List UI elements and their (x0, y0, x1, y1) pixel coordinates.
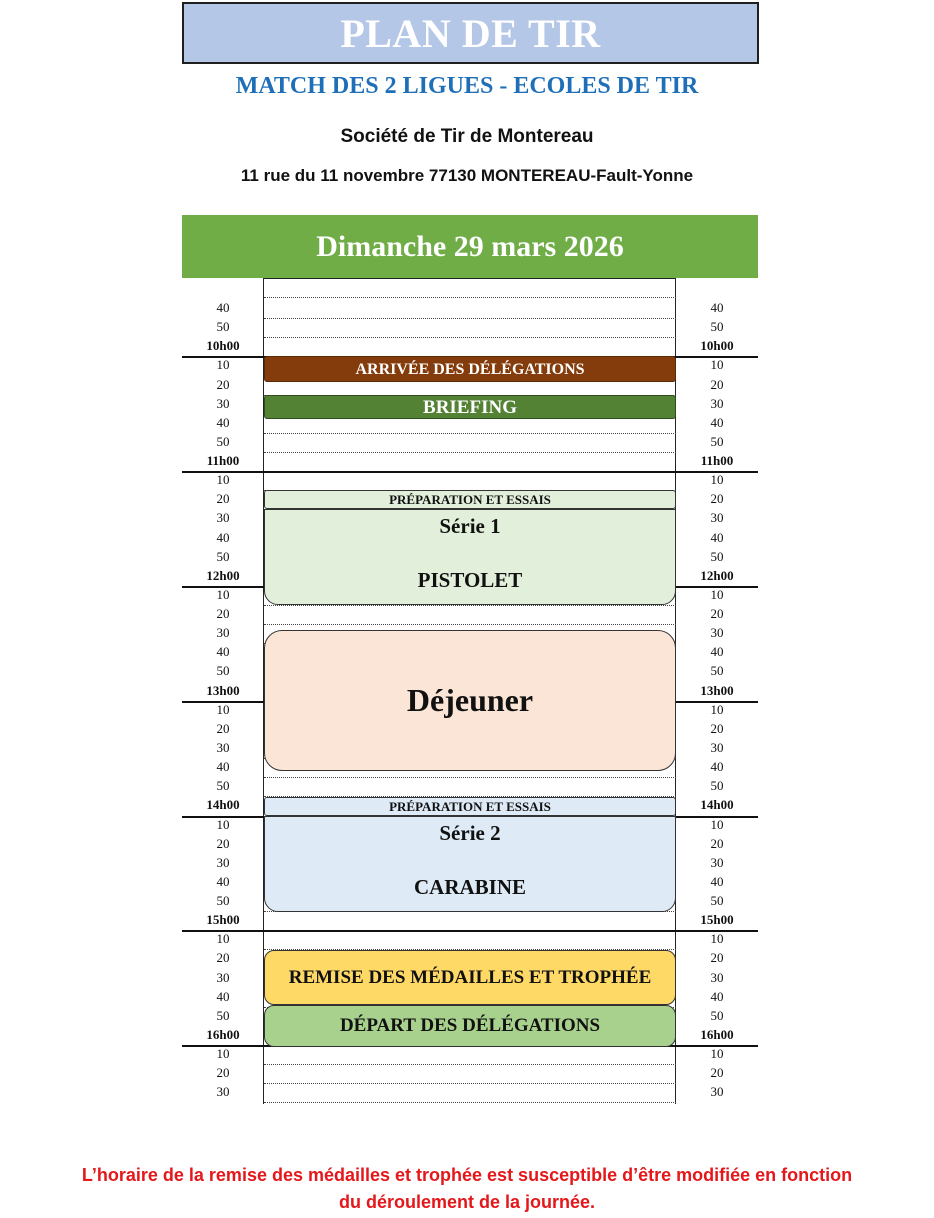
minute-label-l: 10 (216, 586, 230, 602)
minute-label-r: 40 (710, 988, 724, 1004)
hour-label-l: 15h00 (206, 912, 240, 928)
minute-label-l: 40 (216, 414, 230, 430)
hour-label-l: 10h00 (206, 338, 240, 354)
notice-line-1: L’horaire de la remise des médailles et trophée est susceptible d’être modifiée en fonction (81, 1165, 853, 1185)
minute-label-l: 30 (216, 395, 230, 411)
minute-label-l: 40 (216, 529, 230, 545)
minute-label-r: 50 (710, 893, 724, 909)
minute-label-r: 30 (710, 510, 724, 526)
minute-separator (264, 318, 676, 319)
minute-label-r: 40 (710, 644, 724, 660)
serie-1-title: Série 1 (439, 514, 501, 538)
minute-label-r: 20 (710, 1065, 724, 1081)
minute-label-r: 30 (710, 854, 724, 870)
hour-label-l: 13h00 (206, 682, 240, 698)
minute-label-r: 20 (710, 835, 724, 851)
minute-label-r: 10 (710, 1046, 724, 1062)
minute-label-r: 40 (710, 529, 724, 545)
minute-label-l: 40 (216, 873, 230, 889)
minute-label-l: 10 (216, 357, 230, 373)
minute-label-l: 40 (216, 988, 230, 1004)
serie-1-weapon: PISTOLET (417, 568, 523, 592)
hour-separator (182, 471, 758, 473)
minute-separator (264, 624, 676, 625)
minute-label-r: 50 (710, 319, 724, 335)
minute-label-r: 20 (710, 606, 724, 622)
minute-label-r: 40 (710, 873, 724, 889)
minute-label-l: 30 (216, 739, 230, 755)
hour-label-l: 14h00 (206, 797, 240, 813)
minute-label-l: 20 (216, 835, 230, 851)
hour-label-r: 16h00 (700, 1026, 734, 1042)
minute-label-l: 10 (216, 931, 230, 947)
minute-label-l: 50 (216, 319, 230, 335)
minute-label-r: 10 (710, 472, 724, 488)
minute-label-r: 20 (710, 376, 724, 392)
club-address: 11 rue du 11 novembre 77130 MONTEREAU-Fault-Yonne (240, 166, 694, 185)
hour-label-l: 12h00 (206, 567, 240, 583)
serie-2-weapon: CARABINE (413, 875, 526, 899)
minute-label-l: 30 (216, 625, 230, 641)
minute-label-l: 50 (216, 893, 230, 909)
minute-label-r: 30 (710, 1084, 724, 1100)
hour-label-r: 11h00 (700, 453, 734, 469)
event-dejeuner: Déjeuner (264, 630, 676, 771)
minute-separator (264, 1102, 676, 1103)
minute-separator (264, 452, 676, 453)
minute-label-l: 10 (216, 472, 230, 488)
minute-separator (264, 605, 676, 606)
club-name: Société de Tir de Montereau (340, 126, 594, 147)
minute-label-r: 20 (710, 720, 724, 736)
minute-label-l: 20 (216, 376, 230, 392)
event-subtitle: MATCH DES 2 LIGUES - ECOLES DE TIR (235, 73, 699, 99)
event-depart-delegations: DÉPART DES DÉLÉGATIONS (264, 1005, 676, 1047)
minute-label-l: 50 (216, 433, 230, 449)
minute-label-r: 30 (710, 395, 724, 411)
minute-label-l: 40 (216, 300, 230, 315)
minute-label-l: 40 (216, 759, 230, 775)
minute-label-r: 50 (710, 778, 724, 794)
minute-label-l: 10 (216, 701, 230, 717)
minute-label-l: 20 (216, 606, 230, 622)
hour-label-r: 14h00 (700, 797, 734, 813)
minute-label-r: 10 (710, 357, 724, 373)
hour-separator (182, 930, 758, 932)
minute-label-l: 20 (216, 1065, 230, 1081)
minute-label-l: 50 (216, 548, 230, 564)
event-remise-medailles: REMISE DES MÉDAILLES ET TROPHÉE (264, 950, 676, 1005)
hour-label-r: 12h00 (700, 567, 734, 583)
minute-label-r: 30 (710, 969, 724, 985)
schedule-notice (0, 1162, 934, 1216)
minute-label-r: 40 (710, 414, 724, 430)
minute-separator (264, 433, 676, 434)
minute-separator (264, 1064, 676, 1065)
minute-label-l: 30 (216, 854, 230, 870)
hour-label-r: 15h00 (700, 912, 734, 928)
minute-label-r: 40 (710, 300, 724, 315)
minute-separator (264, 777, 676, 778)
minute-label-r: 10 (710, 816, 724, 832)
minute-separator (264, 1083, 676, 1084)
serie-2-title: Série 2 (439, 821, 501, 845)
minute-label-l: 10 (216, 816, 230, 832)
minute-label-l: 20 (216, 491, 230, 507)
minute-label-l: 20 (216, 950, 230, 966)
minute-separator (264, 297, 676, 298)
minute-label-r: 30 (710, 625, 724, 641)
minute-label-r: 10 (710, 931, 724, 947)
plan-title: PLAN DE TIR (182, 2, 759, 64)
minute-label-r: 30 (710, 739, 724, 755)
hour-label-r: 13h00 (700, 682, 734, 698)
minute-label-l: 50 (216, 1007, 230, 1023)
event-preparation-essais-1: PRÉPARATION ET ESSAIS (264, 490, 676, 509)
minute-label-l: 30 (216, 510, 230, 526)
minute-label-l: 50 (216, 663, 230, 679)
minute-label-l: 40 (216, 644, 230, 660)
date-banner: Dimanche 29 mars 2026 (182, 215, 758, 278)
minute-label-l: 20 (216, 720, 230, 736)
minute-label-r: 40 (710, 759, 724, 775)
minute-label-l: 30 (216, 969, 230, 985)
minute-label-l: 50 (216, 778, 230, 794)
event-arrivee-delegations: ARRIVÉE DES DÉLÉGATIONS (264, 356, 676, 382)
minute-label-r: 50 (710, 1007, 724, 1023)
minute-separator (264, 337, 676, 338)
minute-label-r: 50 (710, 663, 724, 679)
minute-label-l: 10 (216, 1046, 230, 1062)
notice-line-2: du déroulement de la journée. (338, 1192, 596, 1212)
hour-label-l: 16h00 (206, 1026, 240, 1042)
minute-label-r: 50 (710, 433, 724, 449)
minute-label-r: 10 (710, 586, 724, 602)
minute-label-r: 10 (710, 701, 724, 717)
minute-label-l: 30 (216, 1084, 230, 1100)
minute-label-r: 20 (710, 950, 724, 966)
minute-label-r: 20 (710, 491, 724, 507)
event-serie-2 (264, 816, 676, 912)
minute-label-r: 50 (710, 548, 724, 564)
event-serie-1 (264, 509, 676, 605)
event-briefing: BRIEFING (264, 395, 676, 419)
event-preparation-essais-2: PRÉPARATION ET ESSAIS (264, 797, 676, 816)
hour-label-r: 10h00 (700, 338, 734, 354)
hour-label-l: 11h00 (206, 453, 240, 469)
